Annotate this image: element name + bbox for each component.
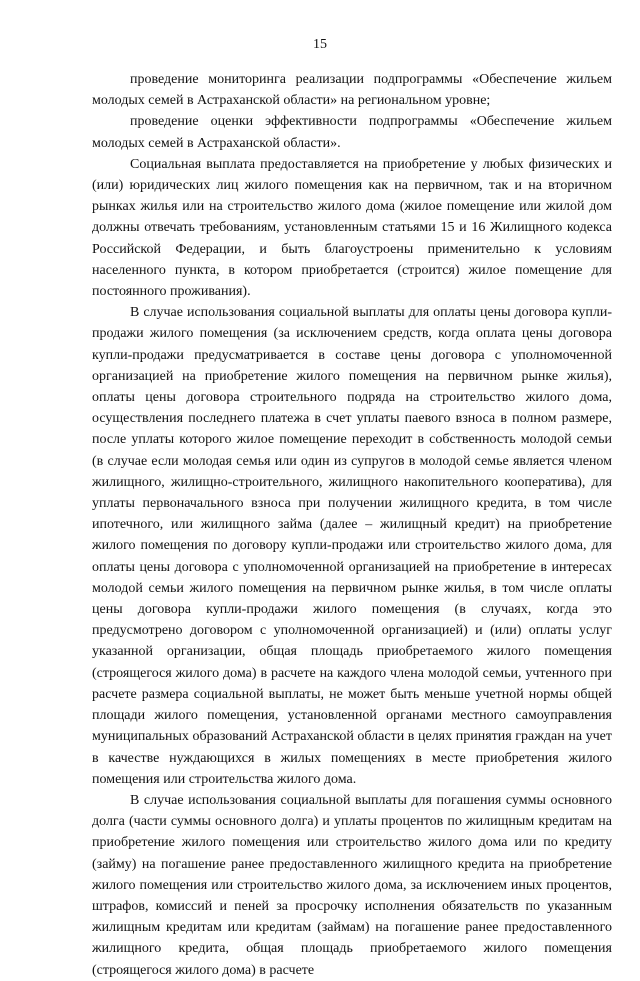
page-number: 15 <box>313 37 327 52</box>
paragraph-monitoring: проведение мониторинга реализации подпрограммы «Обеспечение жильем молодых семей в Астраханской области» на региональном уровне; <box>92 72 612 109</box>
paragraph-social-payment-purpose: Социальная выплата предоставляется на приобретение у любых физических и (или) юридических лиц жилого помещения как на первичном, так и на вторичном рынках жилья или на строительство жилого дома (жилое помещение или жилой дом должны отвечать требованиям, установленным статьями 15 и 16 Жилищного кодекса Российской Федерации, и быть благоустроены применительно к условиям населенного пункта, в котором приобретается (строится) жилое помещение для постоянного проживания). <box>92 156 612 300</box>
paragraph-loan-repayment: В случае использования социальной выплаты для погашения суммы основного долга (части суммы основного долга) и уплаты процентов по жилищным кредитам на приобретение жилого помещения или строительство жилого дома или по кредиту (займу) на погашение ранее предоставленного жилищного кредита на приобретение жилого помещения или строительство жилого дома, за исключением иных процентов, штрафов, комиссий и пеней за просрочку исполнения обязательств по указанным жилищным кредитам или кредитам (займам) на погашение ранее предоставленного жилищного кредита, общая площадь приобретаемого жилого помещения (строящегося жилого дома) в расчете <box>92 792 612 978</box>
paragraph-evaluation: проведение оценки эффективности подпрограммы «Обеспечение жильем молодых семей в Астраханской области». <box>92 114 612 151</box>
paragraph-payment-for-contract: В случае использования социальной выплаты для оплаты цены договора купли-продажи жилого помещения (за исключением средств, когда оплата цены договора купли-продажи предусматривается в составе цены договора с уполномоченной организацией на приобретение жилого помещения на первичном рынке жилья), оплаты цены договора строительного подряда на строительство жилого дома, осуществления последнего платежа в счет уплаты паевого взноса в полном размере, после уплаты которого жилое помещение переходит в собственность молодой семьи (в случае если молодая семья или один из супругов в молодой семье является членом жилищного, жилищно-строительного, жилищного накопительного кооператива), для уплаты первоначального взноса при получении жилищного кредита, в том числе ипотечного, или жилищного займа (далее – жилищный кредит) на приобретение жилого помещения по договору купли-продажи или строительство жилого дома, для оплаты цены договора с уполномоченной организацией на приобретение в интересах молодой семьи жилого помещения на первичном рынке жилья, в том числе оплаты цены договора купли-продажи жилого помещения (в случаях, когда это предусмотрено договором с уполномоченной организацией) и (или) оплаты услуг указанной организации, общая площадь приобретаемого жилого помещения (строящегося жилого дома) в расчете на каждого члена молодой семьи, учтенного при расчете размера социальной выплаты, не может быть меньше учетной нормы общей площади жилого помещения, установленной органами местного самоуправления муниципальных образований Астраханской области в целях принятия граждан на учет в качестве нуждающихся в жилых помещениях в месте приобретения жилого помещения или строительства жилого дома. <box>92 305 612 787</box>
document-body <box>92 69 612 981</box>
